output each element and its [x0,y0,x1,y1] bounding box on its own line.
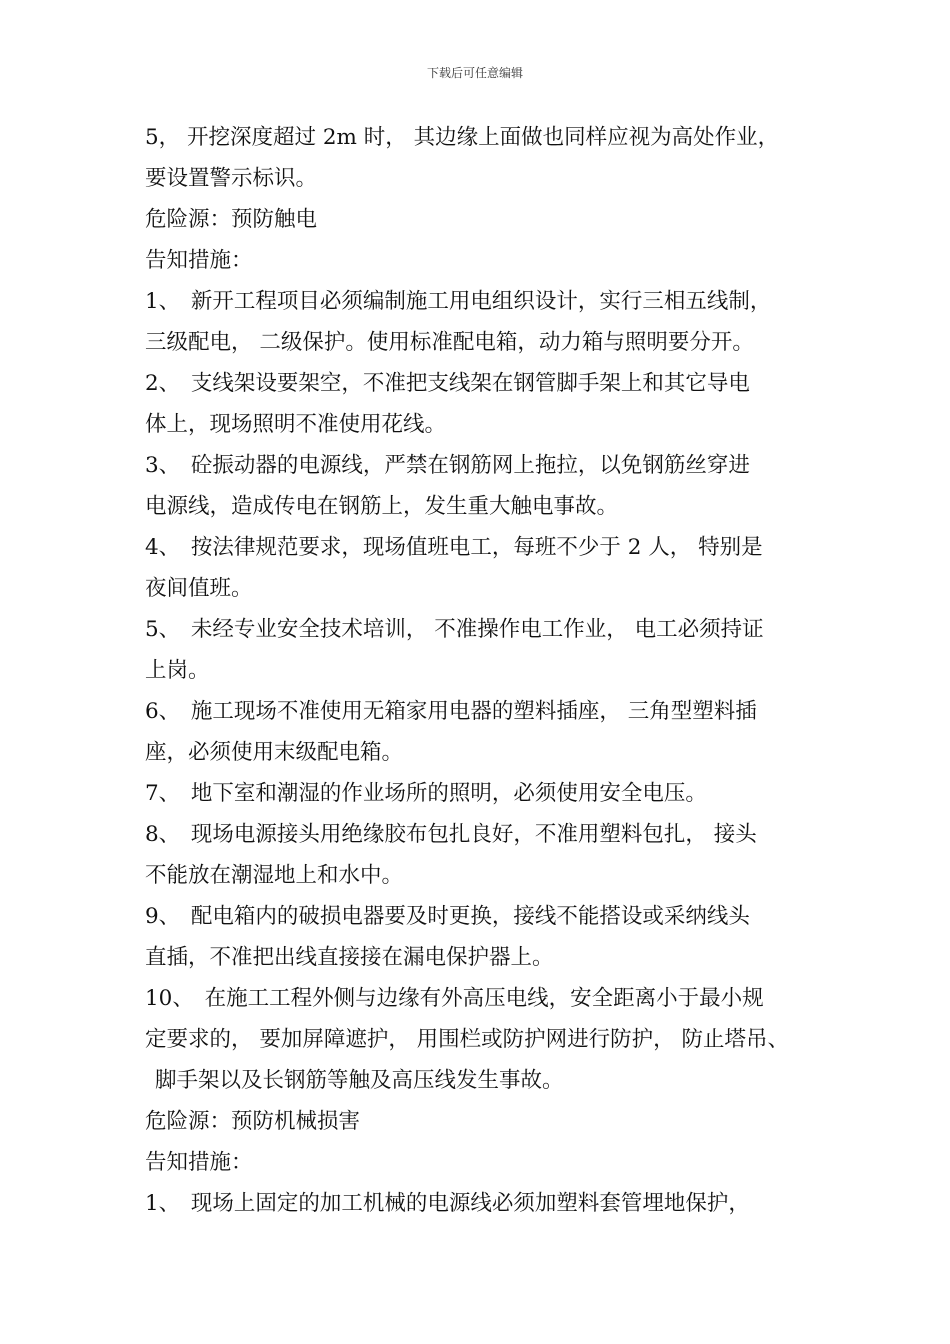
text-line: 定要求的， 要加屏障遮护， 用围栏或防护网进行防护， 防止塔吊、 [145,1027,790,1052]
text-line: 4、 按法律规范要求，现场值班电工，每班不少于 2 人， 特别是 [145,535,763,560]
section-heading: 告知措施： [145,248,253,273]
text-line: 1、 现场上固定的加工机械的电源线必须加塑料套管埋地保护， [145,1191,750,1216]
text-line: 5、 未经专业安全技术培训， 不准操作电工作业， 电工必须持证 [145,617,764,642]
text-line: 上岗。 [145,658,210,683]
text-line: 6、 施工现场不准使用无箱家用电器的塑料插座， 三角型塑料插 [145,699,757,724]
text-line: 电源线，造成传电在钢筋上，发生重大触电事故。 [145,494,619,519]
section-heading: 告知措施： [145,1150,253,1175]
page-header-note: 下载后可任意编辑 [426,66,523,80]
text-line: 不能放在潮湿地上和水中。 [145,863,404,888]
section-heading: 危险源：预防机械损害 [145,1109,361,1134]
text-line: 7、 地下室和潮湿的作业场所的照明，必须使用安全电压。 [145,781,707,806]
text-line: 夜间值班。 [145,576,253,601]
text-line: 5， 开挖深度超过 2m 时， 其边缘上面做也同样应视为高处作业， [145,125,780,150]
text-line: 体上，现场照明不准使用花线。 [145,412,447,437]
text-line: 8、 现场电源接头用绝缘胶布包扎良好，不准用塑料包扎， 接头 [145,822,757,847]
text-line: 直插，不准把出线直接接在漏电保护器上。 [145,945,554,970]
text-line: 要设置警示标识。 [145,166,318,191]
text-line: 3、 砼振动器的电源线，严禁在钢筋网上拖拉，以免钢筋丝穿进 [145,453,750,478]
document-body [145,117,815,1224]
text-line: 三级配电， 二级保护。使用标准配电箱，动力箱与照明要分开。 [145,330,754,355]
text-line: 10、 在施工工程外侧与边缘有外高压电线，安全距离小于最小规 [145,986,764,1011]
text-line: 脚手架以及长钢筋等触及高压线发生事故。 [155,1068,564,1093]
section-heading: 危险源：预防触电 [145,207,318,232]
text-line: 1、 新开工程项目必须编制施工用电组织设计，实行三相五线制， [145,289,772,314]
text-line: 2、 支线架设要架空，不准把支线架在钢管脚手架上和其它导电 [145,371,750,396]
text-line: 座，必须使用末级配电箱。 [145,740,404,765]
text-line: 9、 配电箱内的破损电器要及时更换，接线不能搭设或采纳线头 [145,904,750,929]
